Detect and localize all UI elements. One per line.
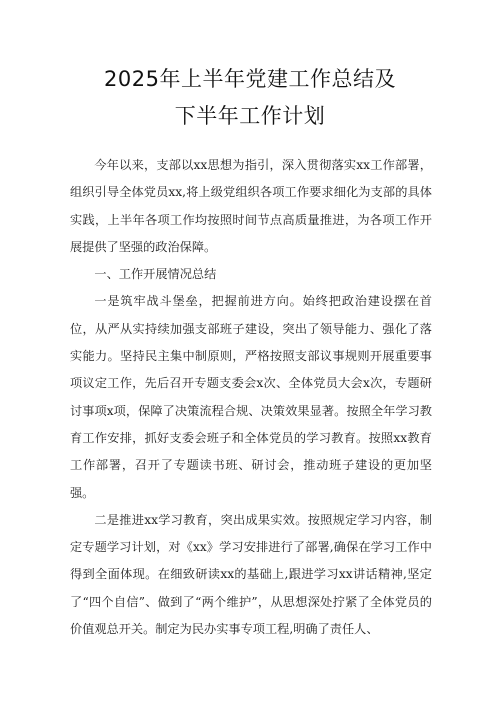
intro-paragraph: 今年以来，支部以xx思想为指引，深入贯彻落实xx工作部署，组织引导全体党员xx,将上级党组织各项工作要求细化为支部的具体实践，上半年各项工作均按照时间节点高质量推进，为各项工作开展提供了坚强的政治保障。: [70, 158, 432, 254]
document-body: [70, 152, 432, 643]
document-title-line2: 下半年工作计划: [174, 104, 326, 128]
body-paragraph-2: 二是推进xx学习教育，突出成果实效。按照规定学习内容，制定专题学习计划，对《xx》学习安排进行了部署,确保在学习工作中得到全面体现。在细致研读xx的基础上,跟进学习xx讲话精神,坚定了“四个自信”、做到了“两个维护”，从思想深处拧紧了全体党员的价值观总开关。制定为民办实事专项工程,明确了责任人、: [70, 512, 432, 637]
document-title-line1: 2025年上半年党建工作总结及: [104, 67, 396, 91]
body-paragraph-1: 一是筑牢战斗堡垒，把握前进方向。始终把政治建设摆在首位，从严从实持续加强支部班子建设，突出了领导能力、强化了落实能力。坚持民主集中制原则，严格按照支部议事规则开展重要事项议定工作，先后召开专题支委会x次、全体党员大会x次，专题研讨事项x项，保障了决策流程合规、决策效果显著。按照全年学习教育工作安排，抓好支委会班子和全体党员的学习教育。按照xx教育工作部署，召开了专题读书班、研讨会，推动班子建设的更加坚强。: [70, 294, 432, 500]
section-heading: 一、工作开展情况总结: [94, 267, 217, 282]
